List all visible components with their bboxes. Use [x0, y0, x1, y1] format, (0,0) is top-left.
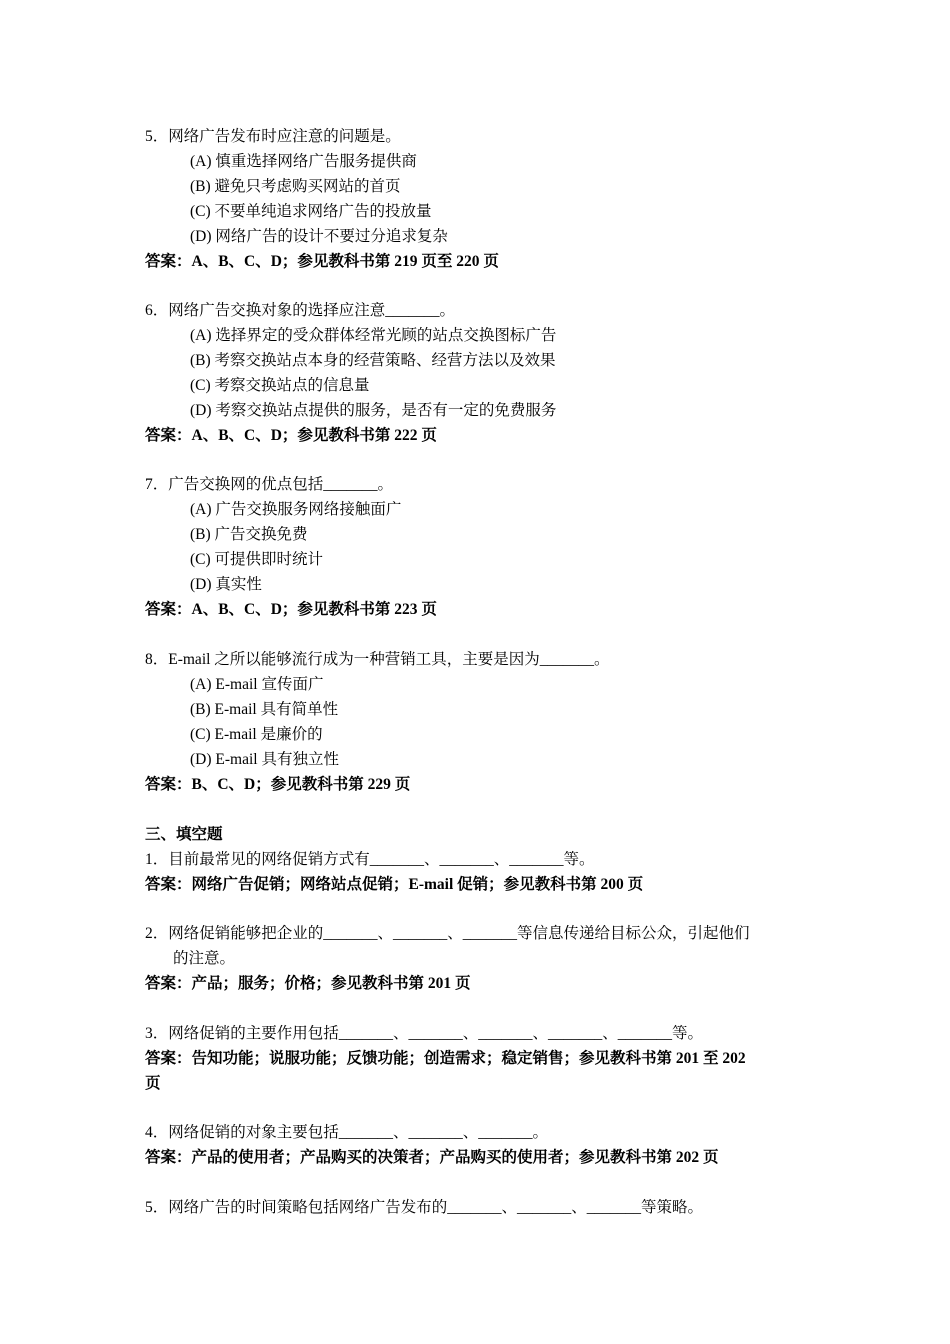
- answer-line: 答案：A、B、C、D；参见教科书第 219 页至 220 页: [145, 253, 499, 270]
- option-b: (B) 避免只考虑购买网站的首页: [190, 178, 401, 195]
- question-stem: 6．网络广告交换对象的选择应注意_______。: [145, 302, 456, 319]
- option-c: (C) 可提供即时统计: [190, 551, 324, 568]
- answer-line: 答案：告知功能；说服功能；反馈功能；创造需求；稳定销售；参见教科书第 201 至 202: [145, 1050, 746, 1067]
- fill-question-continuation: 的注意。: [173, 950, 236, 967]
- section-heading: 三、填空题: [145, 826, 223, 843]
- question-stem: 8．E-mail 之所以能够流行成为一种营销工具，主要是因为_______。: [145, 651, 610, 668]
- fill-question: 5．网络广告的时间策略包括网络广告发布的_______、_______、_______等策略。: [145, 1199, 704, 1216]
- answer-line: 答案：B、C、D；参见教科书第 229 页: [145, 776, 411, 793]
- option-b: (B) 广告交换免费: [190, 526, 308, 543]
- fill-question: 4．网络促销的对象主要包括_______、_______、_______。: [145, 1124, 549, 1141]
- option-c: (C) 不要单纯追求网络广告的投放量: [190, 203, 432, 220]
- option-d: (D) 真实性: [190, 576, 262, 593]
- option-a: (A) 慎重选择网络广告服务提供商: [190, 153, 417, 170]
- fill-question: 1．目前最常见的网络促销方式有_______、_______、_______等。: [145, 851, 595, 868]
- option-a: (A) E-mail 宣传面广: [190, 676, 324, 693]
- question-stem: 5．网络广告发布时应注意的问题是。: [145, 128, 401, 145]
- option-c: (C) E-mail 是廉价的: [190, 726, 323, 743]
- option-d: (D) E-mail 具有独立性: [190, 751, 339, 768]
- answer-line: 答案：产品的使用者；产品购买的决策者；产品购买的使用者；参见教科书第 202 页: [145, 1149, 719, 1166]
- answer-line: 答案：网络广告促销；网络站点促销；E-mail 促销；参见教科书第 200 页: [145, 876, 644, 893]
- option-d: (D) 网络广告的设计不要过分追求复杂: [190, 228, 448, 245]
- answer-line: 答案：A、B、C、D；参见教科书第 223 页: [145, 601, 437, 618]
- answer-line: 答案：A、B、C、D；参见教科书第 222 页: [145, 427, 437, 444]
- fill-question: 2．网络促销能够把企业的_______、_______、_______等信息传递给目标公众，引起他们: [145, 925, 750, 942]
- fill-question: 3．网络促销的主要作用包括_______、_______、_______、_______、_______等。: [145, 1025, 704, 1042]
- answer-line: 答案：产品；服务；价格；参见教科书第 201 页: [145, 975, 471, 992]
- option-b: (B) E-mail 具有简单性: [190, 701, 339, 718]
- option-a: (A) 广告交换服务网络接触面广: [190, 501, 402, 518]
- option-b: (B) 考察交换站点本身的经营策略、经营方法以及效果: [190, 352, 556, 369]
- answer-line-continuation: 页: [145, 1075, 161, 1092]
- option-d: (D) 考察交换站点提供的服务，是否有一定的免费服务: [190, 402, 557, 419]
- option-a: (A) 选择界定的受众群体经常光顾的站点交换图标广告: [190, 327, 557, 344]
- question-stem: 7．广告交换网的优点包括_______。: [145, 476, 394, 493]
- option-c: (C) 考察交换站点的信息量: [190, 377, 370, 394]
